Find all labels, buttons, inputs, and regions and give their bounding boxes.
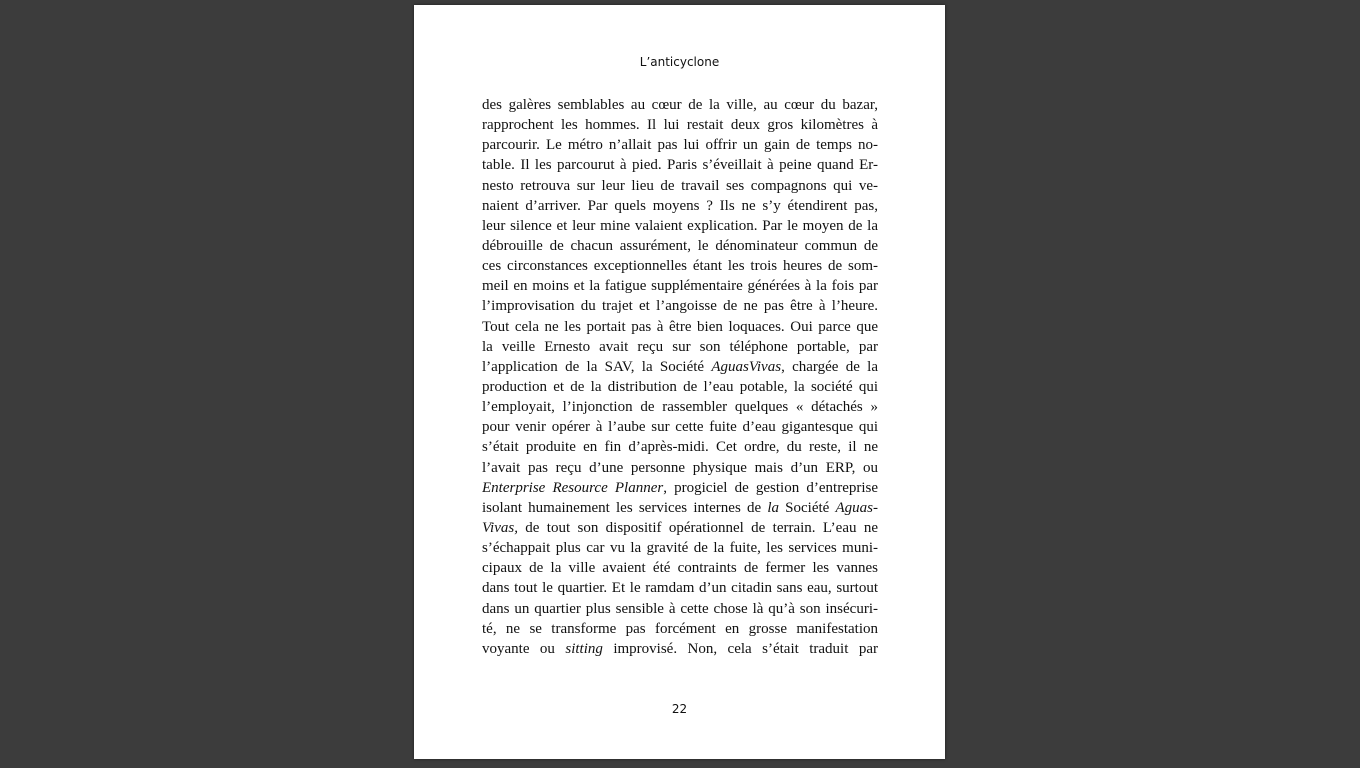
text-line bbox=[482, 518, 878, 538]
text-segment: production et de la distribution de l’eau potable, la société qui bbox=[482, 378, 878, 395]
text-segment: parcourir. Le métro n’allait pas lui offrir un gain de temps no- bbox=[482, 137, 878, 154]
text-line bbox=[482, 155, 878, 175]
text-segment: s’était produite en fin d’après-midi. Cet ordre, du reste, il ne bbox=[482, 439, 878, 456]
page-number: 22 bbox=[671, 702, 688, 716]
text-line bbox=[482, 196, 878, 216]
text-segment: de tout son dispositif opérationnel de terrain. L’eau ne bbox=[517, 519, 878, 536]
text-segment: , chargée de la bbox=[781, 358, 878, 375]
text-line bbox=[482, 639, 878, 659]
text-line bbox=[482, 599, 878, 619]
text-segment: des galères semblables au cœur de la ville, au cœur du bazar, bbox=[482, 97, 878, 113]
text-line bbox=[482, 437, 878, 457]
text-line bbox=[482, 337, 878, 357]
text-segment: s’échappait plus car vu la gravité de la fuite, les services muni- bbox=[482, 540, 878, 557]
text-line bbox=[482, 296, 878, 316]
text-segment: dans tout le quartier. Et le ramdam d’un citadin sans eau, surtout bbox=[482, 580, 878, 597]
text-line bbox=[482, 357, 878, 377]
text-line bbox=[482, 135, 878, 155]
text-segment: té, ne se transforme pas forcément en grosse manifestation bbox=[482, 620, 878, 637]
text-line bbox=[482, 95, 878, 115]
text-line bbox=[482, 397, 878, 417]
text-line bbox=[482, 578, 878, 598]
text-segment: , progiciel de gestion d’entreprise bbox=[663, 479, 878, 496]
text-line bbox=[482, 216, 878, 236]
text-segment: cipaux de la ville avaient été contraints de fermer les vannes bbox=[482, 560, 878, 577]
running-header: L’anticyclone bbox=[639, 55, 720, 69]
text-segment: table. Il les parcourut à pied. Paris s’éveillait à peine quand Er- bbox=[482, 157, 878, 174]
body-text bbox=[482, 95, 878, 659]
text-segment: l’employait, l’injonction de rassembler quelques « détachés » bbox=[482, 399, 878, 416]
text-segment: rapprochent les hommes. Il lui restait deux gros kilomètres à bbox=[482, 117, 878, 134]
text-line bbox=[482, 558, 878, 578]
text-segment: isolant humainement les services internes de bbox=[482, 499, 768, 516]
text-segment: l’avait pas reçu d’une personne physique mais d’un ERP, ou bbox=[482, 459, 878, 476]
text-segment: pour venir opérer à l’aube sur cette fuite d’eau gigantesque qui bbox=[482, 419, 878, 436]
text-segment: la veille Ernesto avait reçu sur son téléphone portable, par bbox=[482, 338, 878, 355]
italic-text: Vivas, bbox=[482, 519, 518, 536]
text-line bbox=[482, 498, 878, 518]
text-line bbox=[482, 236, 878, 256]
text-segment: Société bbox=[778, 499, 836, 516]
text-segment: l’improvisation du trajet et l’angoisse de ne pas être à l’heure. bbox=[482, 298, 878, 315]
italic-text: AguasVivas bbox=[711, 358, 782, 375]
text-segment: naient d’arriver. Par quels moyens ? Ils ne s’y étendirent pas, bbox=[482, 197, 878, 214]
document-page bbox=[414, 5, 945, 759]
text-segment: dans un quartier plus sensible à cette chose là qu’à son insécuri- bbox=[482, 600, 878, 617]
text-segment: Tout cela ne les portait pas à être bien loquaces. Oui parce que bbox=[482, 318, 878, 335]
text-line bbox=[482, 619, 878, 639]
text-segment: meil en moins et la fatigue supplémentaire générées à la fois par bbox=[482, 278, 878, 295]
text-line bbox=[482, 377, 878, 397]
text-line bbox=[482, 458, 878, 478]
italic-text: sitting bbox=[565, 640, 603, 657]
text-line bbox=[482, 478, 878, 498]
italic-text: Enterprise Resource Planner bbox=[482, 479, 664, 496]
text-line bbox=[482, 256, 878, 276]
text-segment: l’application de la SAV, la Société bbox=[482, 358, 712, 375]
text-line bbox=[482, 538, 878, 558]
text-line bbox=[482, 115, 878, 135]
text-segment: voyante ou bbox=[482, 640, 566, 657]
text-segment: nesto retrouva sur leur lieu de travail ses compagnons qui ve- bbox=[482, 177, 878, 194]
italic-text: Aguas- bbox=[835, 499, 878, 516]
text-segment: leur silence et leur mine valaient explication. Par le moyen de la bbox=[482, 217, 878, 234]
text-segment: improvisé. Non, cela s’était traduit par bbox=[602, 640, 878, 657]
text-line bbox=[482, 417, 878, 437]
text-line bbox=[482, 276, 878, 296]
text-segment: débrouille de chacun assurément, le dénominateur commun de bbox=[482, 237, 878, 254]
italic-text: la bbox=[767, 499, 779, 516]
text-line bbox=[482, 317, 878, 337]
text-line bbox=[482, 176, 878, 196]
text-segment: ces circonstances exceptionnelles étant les trois heures de som- bbox=[482, 258, 878, 275]
